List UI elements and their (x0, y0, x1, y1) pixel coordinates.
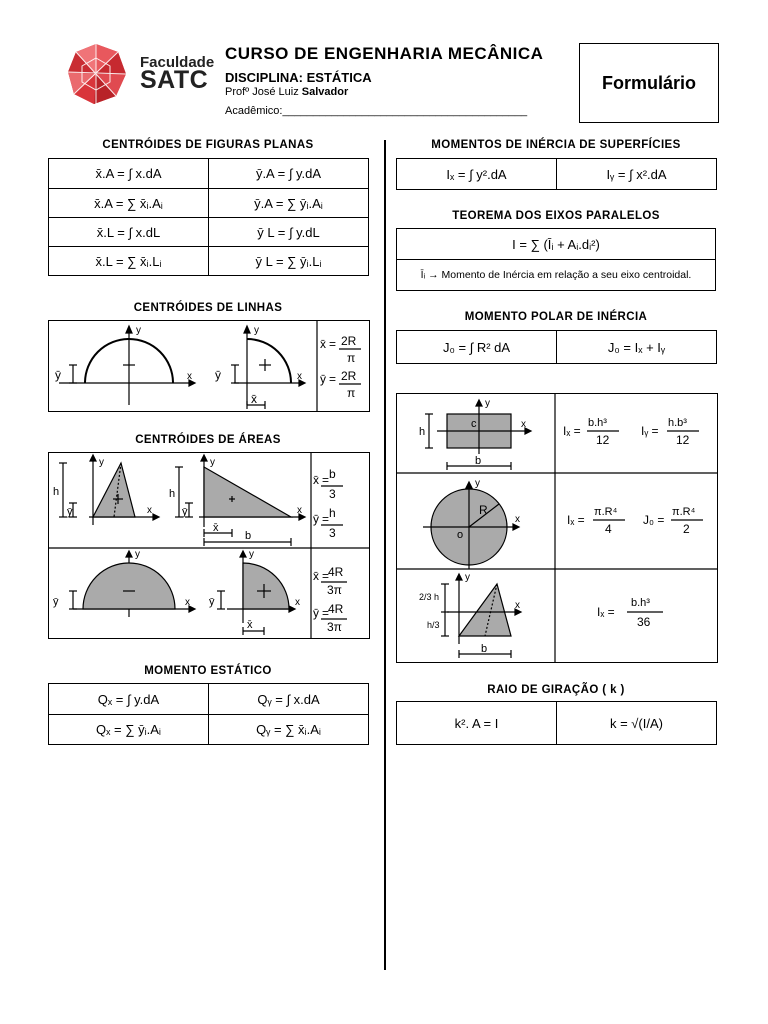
Ix-label: Iₓ = (563, 424, 581, 438)
formula-cell: J₀ = ∫ R² dA (397, 331, 557, 364)
equals-sign: = (329, 337, 337, 351)
fraction-den: 36 (637, 615, 651, 629)
ybar-label: ȳ (55, 368, 61, 382)
fraction-num: h.b³ (668, 417, 687, 429)
column-divider (384, 140, 386, 970)
ybar-label: ȳ (182, 506, 188, 518)
fraction-den: 4 (605, 522, 612, 536)
section-title-centroids-lines: CENTRÓIDES DE LINHAS (133, 302, 283, 314)
parallel-axes-note: Īᵢ → Momento de Inércia em relação a seu eixo centroidal. (397, 260, 716, 291)
section-title-polar-moment: MOMENTO POLAR DE INÉRCIA (464, 311, 648, 323)
fraction-num: 4R (328, 602, 344, 616)
professor (225, 86, 348, 98)
axis-x-label: x (297, 505, 302, 516)
b-label: b (245, 530, 252, 542)
ybar-label: ȳ (67, 506, 73, 518)
fraction-den: 3 (329, 526, 336, 540)
ybar-label: ȳ (215, 368, 221, 382)
fraction-den: 12 (596, 433, 610, 447)
section-title-gyration: RAIO DE GIRAÇÃO ( k ) (487, 684, 625, 696)
polar-moment-table (396, 330, 717, 364)
axis-x-label: x (147, 505, 152, 516)
fraction-den: 3π (327, 583, 342, 597)
fraction-num: b.h³ (631, 597, 650, 609)
section-title-parallel-axes: TEOREMA DOS EIXOS PARALELOS (452, 210, 660, 222)
axis-y-label: y (465, 572, 470, 583)
Iy-label: Iᵧ = (641, 424, 659, 438)
formula-cell: x̄.L = ∑ x̄ᵢ.Lᵢ (49, 247, 209, 276)
static-moment-table (48, 683, 369, 745)
discipline: DISCIPLINA: ESTÁTICA (225, 70, 372, 85)
fraction-den: π (347, 351, 356, 365)
ybar-label: ȳ (313, 512, 319, 526)
fraction-num: b (329, 467, 336, 481)
fraction-den: π (347, 386, 356, 400)
xbar-label: x̄ (313, 569, 319, 583)
formula-cell: k². A = I (397, 702, 557, 745)
axis-x-label: x (515, 514, 520, 525)
ybar-label: ȳ (313, 606, 319, 620)
form-label-box (579, 43, 719, 123)
logo-line2: SATC (140, 66, 209, 94)
axis-x-label: x (521, 419, 526, 430)
formula-cell: Qᵧ = ∫ x.dA (209, 684, 369, 715)
formula-cell: Qₓ = ∫ y.dA (49, 684, 209, 715)
formula-cell: ȳ L = ∑ ȳᵢ.Lᵢ (209, 247, 369, 276)
section-title-centroids-plane: CENTRÓIDES DE FIGURAS PLANAS (102, 139, 314, 151)
fraction-num: 4R (328, 565, 344, 579)
fraction-den: 2 (683, 522, 690, 536)
formula-cell: Iₓ = ∫ y².dA (397, 159, 557, 190)
axis-y-label: y (485, 398, 490, 409)
xbar-label: x̄ (251, 392, 257, 406)
axis-y-label: y (249, 549, 254, 560)
h-label: h (53, 486, 60, 498)
student-field[interactable]: Acadêmico:________________________________________ (225, 105, 528, 117)
b-label: b (481, 643, 488, 655)
axis-y-label: y (136, 325, 141, 336)
equals-sign: = (322, 606, 330, 620)
Ix-label: Iₓ = (567, 513, 585, 527)
ybar-label: ȳ (209, 596, 215, 608)
fraction-num: h (329, 506, 336, 520)
fraction-den: 3π (327, 620, 342, 634)
xbar-label: x̄ (213, 522, 219, 534)
logo-line1: Faculdade (140, 54, 215, 71)
xbar-label: x̄ (313, 473, 319, 487)
equals-sign: = (322, 512, 330, 526)
formula-cell: J₀ = Iₓ + Iᵧ (557, 331, 717, 364)
formula-cell: x̄.A = ∑ x̄ᵢ.Aᵢ (49, 189, 209, 218)
formula-cell: ȳ.A = ∫ y.dA (209, 159, 369, 189)
inertia-shapes-box (396, 393, 718, 663)
section-title-centroids-areas: CENTRÓIDES DE ÁREAS (135, 434, 281, 446)
professor-prefix: Profº José Luiz (225, 86, 302, 98)
equals-sign: = (329, 372, 337, 386)
axis-y-label: y (254, 325, 259, 336)
fraction-num: π.R⁴ (672, 506, 696, 518)
centroids-plane-table (48, 158, 369, 276)
formula-cell: x̄.A = ∫ x.dA (49, 159, 209, 189)
area-centroid-diagram (49, 453, 369, 638)
xbar-label: x̄ (247, 619, 253, 631)
one-third-h-label: h/3 (427, 620, 440, 630)
equals-sign: = (322, 473, 330, 487)
J0-label: J₀ = (643, 513, 665, 527)
centroids-lines-box (48, 320, 370, 412)
parallel-axes-table (396, 228, 716, 291)
formula-cell: Iᵧ = ∫ x².dA (557, 159, 717, 190)
fraction-num: 2R (341, 334, 357, 348)
h-label: h (419, 426, 426, 438)
professor-name: Salvador (301, 86, 349, 98)
fraction-den: 12 (676, 433, 690, 447)
fraction-num: π.R⁴ (594, 506, 618, 518)
line-centroid-diagram (49, 321, 369, 411)
fraction-num: 2R (341, 369, 357, 383)
course-title: CURSO DE ENGENHARIA MECÂNICA (225, 44, 544, 63)
c-label: c (471, 418, 477, 430)
two-thirds-h-label: 2/3 h (419, 592, 440, 602)
centroids-areas-box (48, 452, 370, 639)
formula-cell: Qₓ = ∑ ȳᵢ.Aᵢ (49, 715, 209, 745)
Ix-label: Iₓ = (597, 605, 615, 619)
h-label: h (169, 488, 176, 500)
axis-y-label: y (475, 478, 480, 489)
R-label: R (479, 503, 488, 517)
parallel-axes-formula: I = ∑ (Īᵢ + Aᵢ.dᵢ²) (397, 229, 716, 260)
axis-y-label: y (99, 457, 104, 468)
formula-cell: x̄.L = ∫ x.dL (49, 218, 209, 247)
axis-y-label: y (135, 549, 140, 560)
inertia-shapes-diagram (397, 394, 717, 662)
axis-x-label: x (297, 371, 302, 382)
fraction-den: 3 (329, 487, 336, 501)
gyration-table (396, 701, 717, 745)
formula-cell: ȳ.A = ∑ ȳᵢ.Aᵢ (209, 189, 369, 218)
o-label: o (457, 529, 464, 541)
b-label: b (475, 455, 482, 467)
axis-x-label: x (515, 600, 520, 611)
inertia-surfaces-table (396, 158, 717, 190)
xbar-label: x̄ (320, 337, 326, 351)
equals-sign: = (322, 569, 330, 583)
axis-x-label: x (295, 597, 300, 608)
ybar-label: ȳ (320, 372, 326, 386)
section-title-static-moment: MOMENTO ESTÁTICO (144, 665, 272, 677)
section-title-inertia-surfaces: MOMENTOS DE INÉRCIA DE SUPERFÍCIES (431, 139, 681, 151)
formula-cell: Qᵧ = ∑ x̄ᵢ.Aᵢ (209, 715, 369, 745)
axis-y-label: y (210, 457, 215, 468)
formula-cell: ȳ L = ∫ y.dL (209, 218, 369, 247)
formula-cell: k = √(I/A) (557, 702, 717, 745)
form-label: Formulário (601, 72, 696, 93)
axis-x-label: x (187, 371, 192, 382)
axis-x-label: x (185, 597, 190, 608)
ybar-label: ȳ (53, 596, 59, 608)
fraction-num: b.h³ (588, 417, 607, 429)
